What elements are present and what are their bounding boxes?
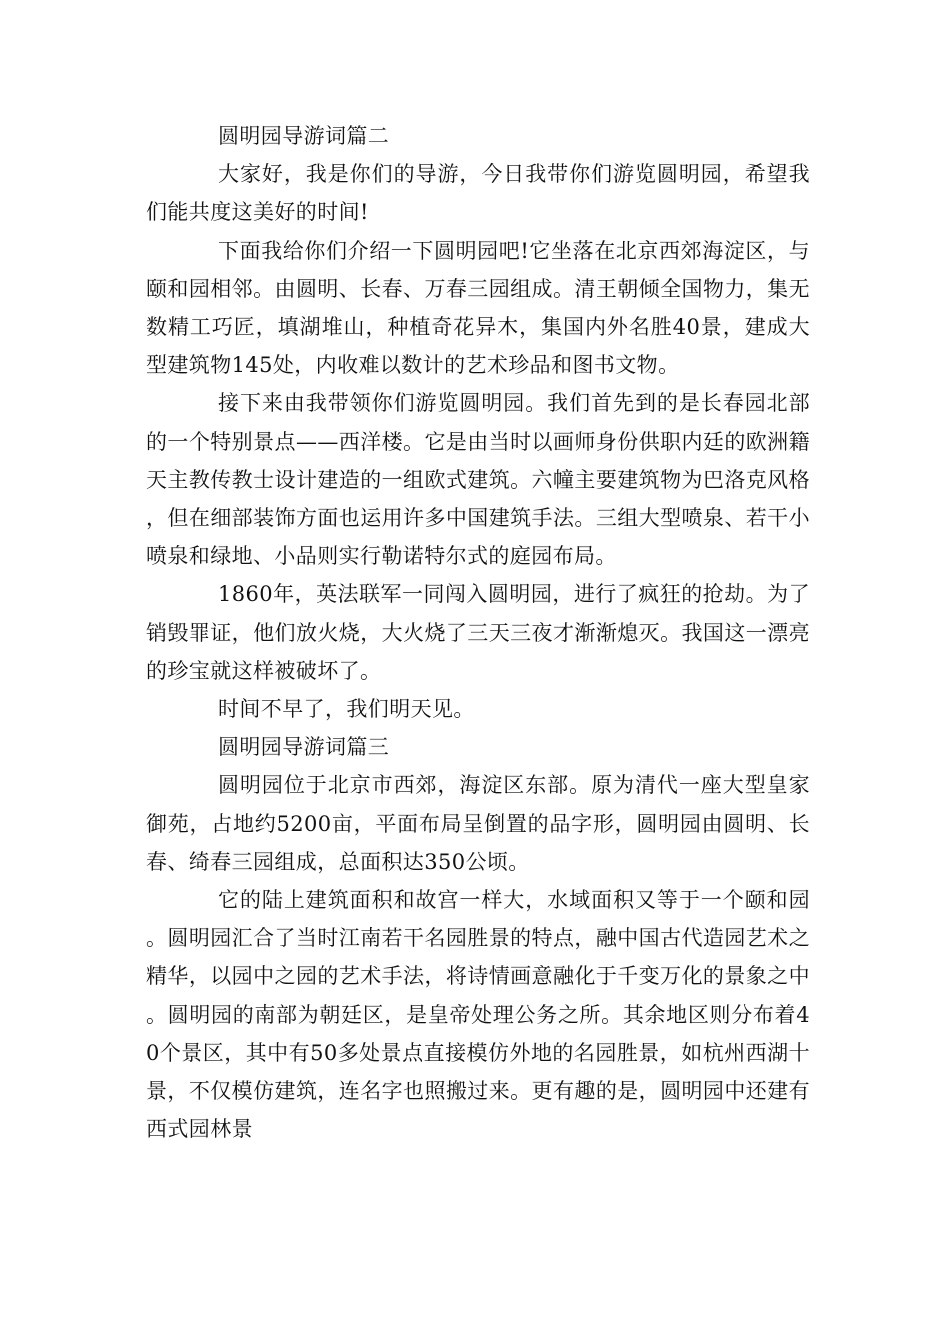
paragraph: 1860年，英法联军一同闯入圆明园，进行了疯狂的抢劫。为了销毁罪证，他们放火烧，大火烧了三天三夜才渐渐熄灭。我国这一漂亮的珍宝就这样被破坏了。 <box>146 582 810 683</box>
paragraph: 接下来由我带领你们游览圆明园。我们首先到的是长春园北部的一个特别景点——西洋楼。它是由当时以画师身份供职内廷的欧洲籍天主教传教士设计建造的一组欧式建筑。六幢主要建筑物为巴洛克风格，但在细部装饰方面也运用许多中国建筑手法。三组大型喷泉、若干小喷泉和绿地、小品则实行勒诺特尔式的庭园布局。 <box>146 391 810 569</box>
paragraph: 时间不早了，我们明天见。 <box>218 697 475 722</box>
paragraph: 大家好，我是你们的导游，今日我带你们游览圆明园，希望我们能共度这美好的时间! <box>146 162 810 225</box>
paragraph: 下面我给你们介绍一下圆明园吧!它坐落在北京西郊海淀区，与颐和园相邻。由圆明、长春、万春三园组成。清王朝倾全国物力，集无数精工巧匠，填湖堆山，种植奇花异木，集国内外名胜40景，建成大型建筑物145处，内收难以数计的艺术珍品和图书文物。 <box>146 238 810 378</box>
paragraph: 圆明园位于北京市西郊，海淀区东部。原为清代一座大型皇家御苑，占地约5200亩，平面布局呈倒置的品字形，圆明园由圆明、长春、绮春三园组成，总面积达350公顷。 <box>146 773 810 874</box>
document-page <box>146 117 810 1148</box>
section-heading: 圆明园导游词篇三 <box>218 735 390 760</box>
section-heading: 圆明园导游词篇二 <box>218 124 390 148</box>
paragraph: 它的陆上建筑面积和故宫一样大，水域面积又等于一个颐和园。圆明园汇合了当时江南若干名园胜景的特点，融中国古代造园艺术之精华，以园中之园的艺术手法，将诗情画意融化于千变万化的景象之中。圆明园的南部为朝廷区，是皇帝处理公务之所。其余地区则分布着40个景区，其中有50多处景点直接模仿外地的名园胜景，如杭州西湖十景，不仅模仿建筑，连名字也照搬过来。更有趣的是，圆明园中还建有西式园林景 <box>146 888 810 1142</box>
